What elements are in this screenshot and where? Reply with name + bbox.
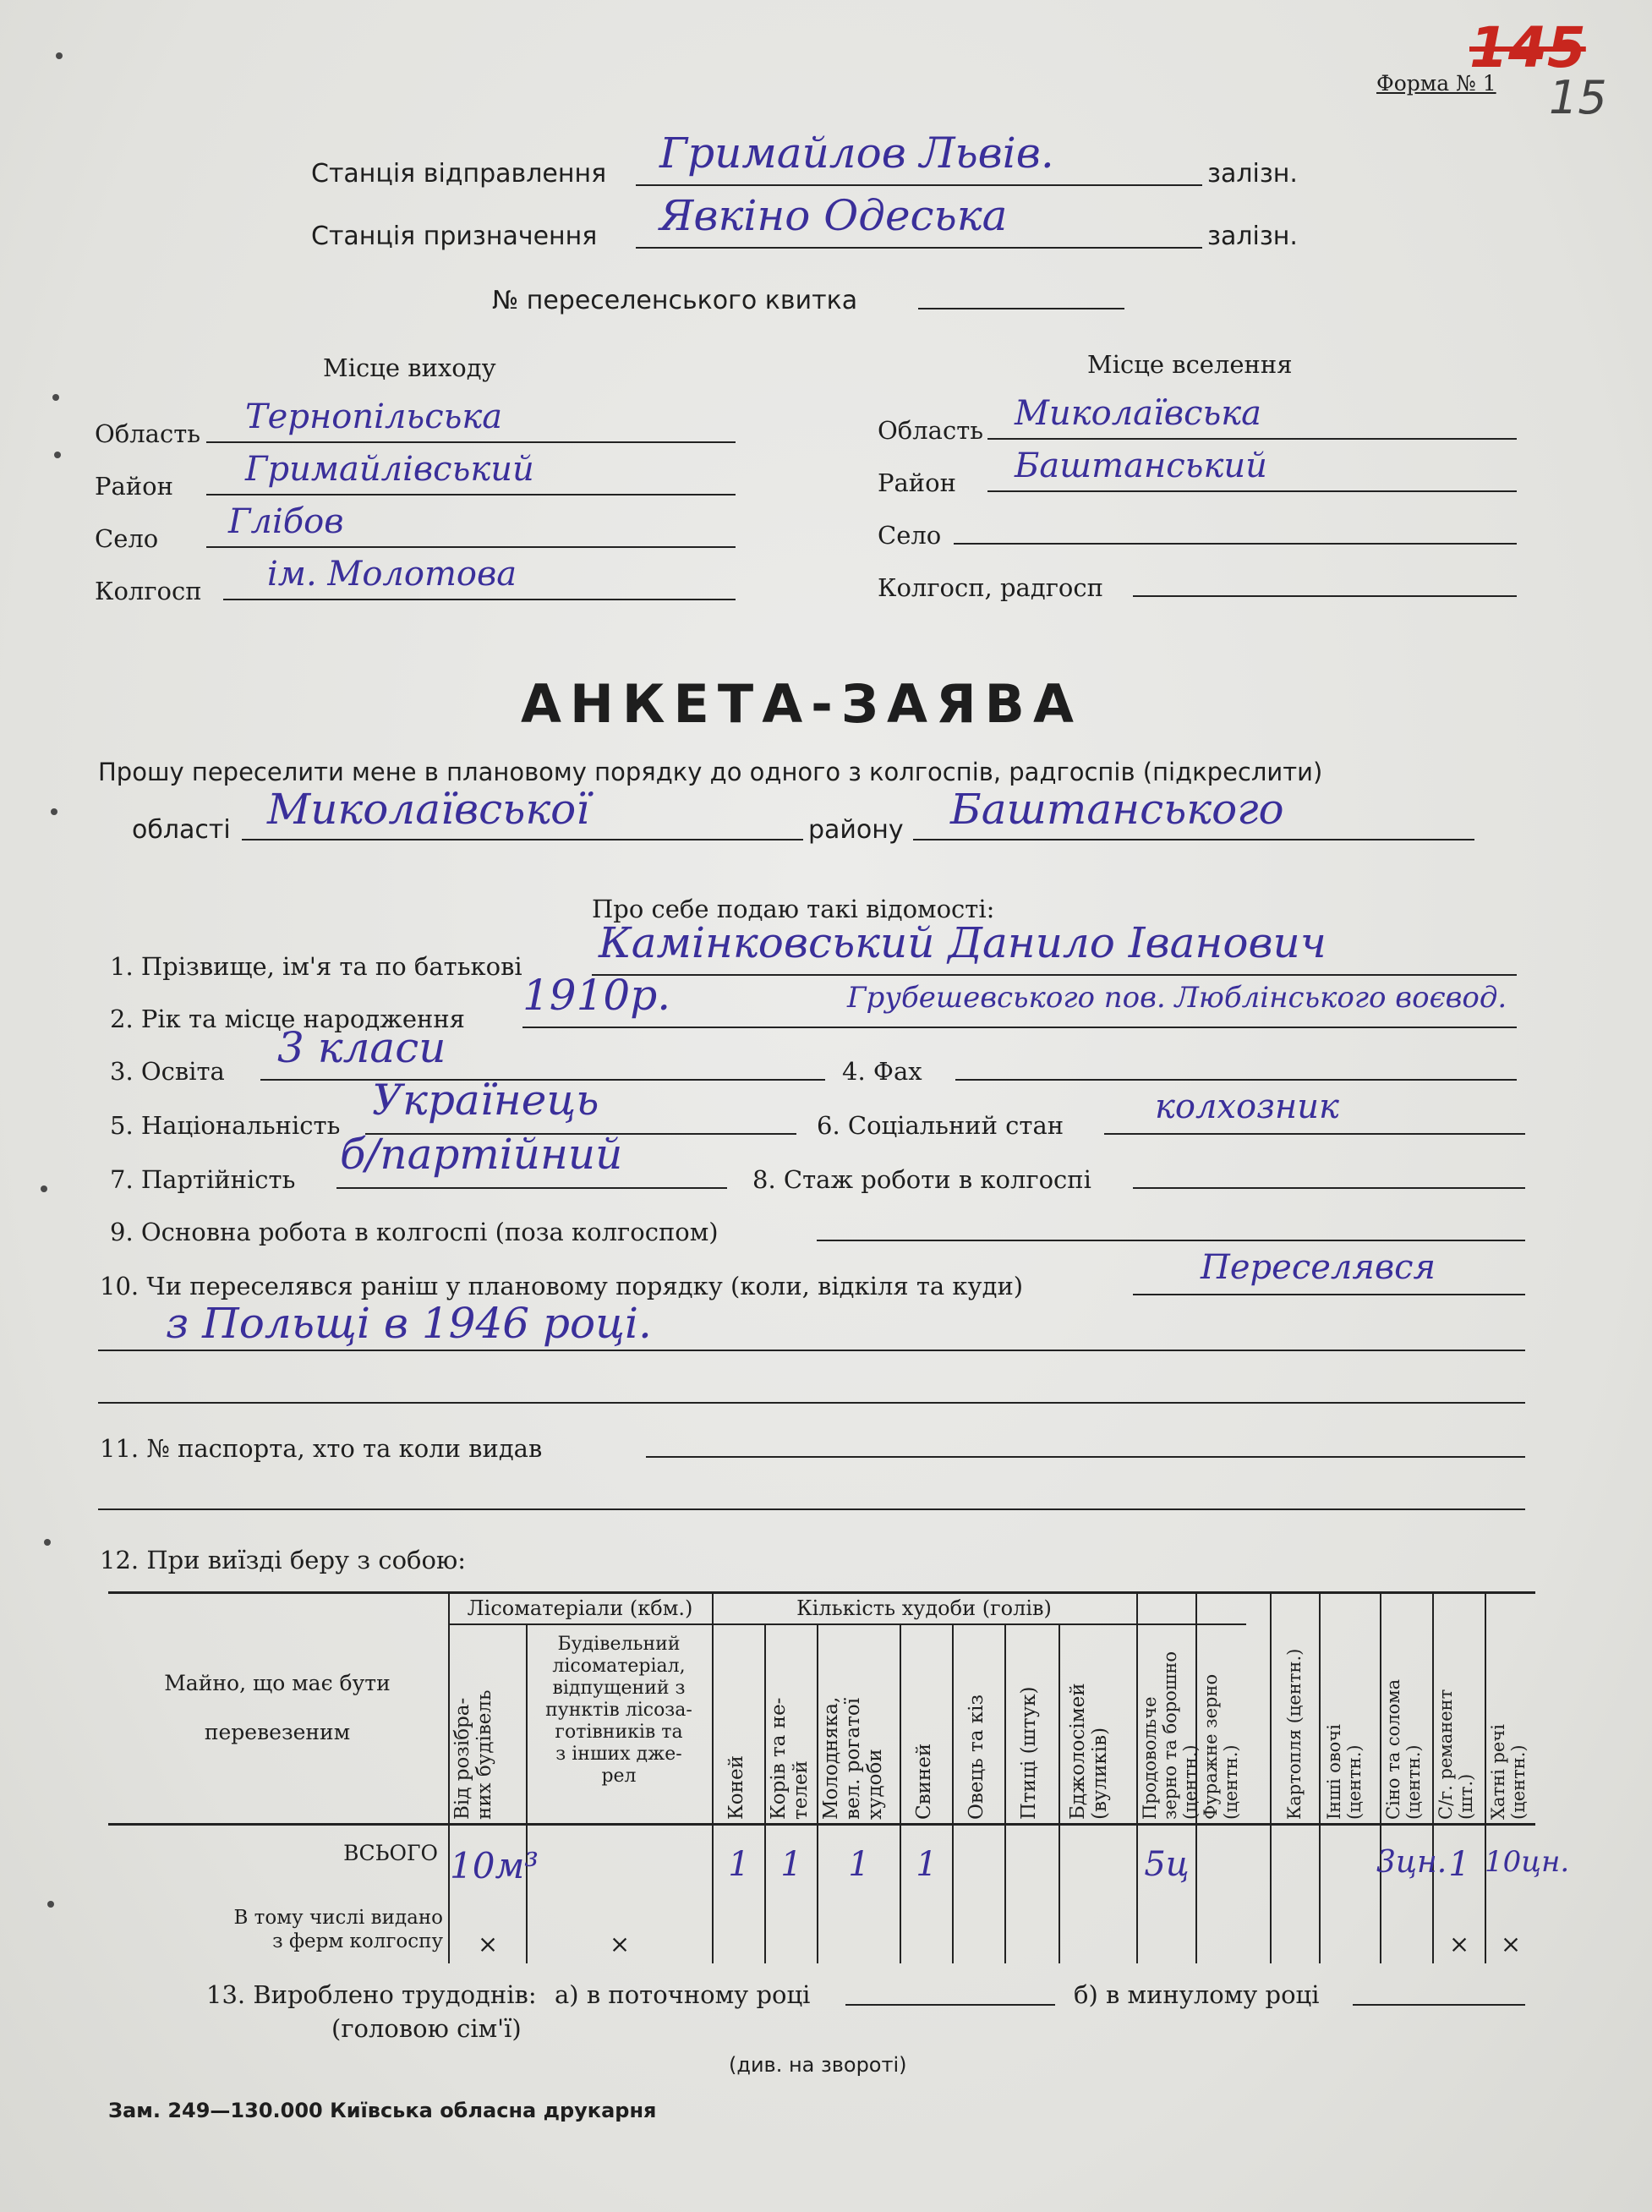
dest-heading: Місце вселення <box>1087 350 1293 379</box>
total-dismantled: 10м³ <box>450 1845 539 1886</box>
origin-raion-value: Гримайлівський <box>245 450 534 489</box>
col-building-material: Будівельний лісоматеріал, відпущений з пунктів лісоза- готівників та з інших дже- рел <box>545 1634 692 1787</box>
field-5-label: 5. Національність <box>110 1111 341 1140</box>
total-household: 10цн. <box>1485 1845 1570 1879</box>
col-hay: Сіно та солома (центн.) <box>1383 1678 1424 1820</box>
col-feed: Фуражне зерно (центн.) <box>1201 1673 1241 1820</box>
field-7-label: 7. Партійність <box>110 1165 296 1194</box>
col-potato: Картопля (центн.) <box>1284 1648 1305 1820</box>
dest-kolhosp-line <box>1133 595 1517 597</box>
field-9-label: 9. Основна робота в колгоспі (поза колгоспом) <box>110 1218 719 1246</box>
punch-hole <box>41 1185 47 1192</box>
col-sep <box>1058 1623 1060 1963</box>
field-2-place: Грубешевського пов. Люблінського воєвод. <box>847 981 1507 1015</box>
workdays-previous-line <box>1353 2004 1525 2006</box>
col-sep <box>1319 1591 1321 1963</box>
field-10-label: 10. Чи переселявся раніш у плановому порядку (коли, відкіля та куди) <box>100 1272 1024 1300</box>
origin-oblast-value: Тернопільська <box>245 397 503 436</box>
field-2-year: 1910р. <box>522 971 671 1020</box>
field-11-line <box>646 1456 1525 1458</box>
request-oblast-label: області <box>132 815 231 845</box>
col-pigs: Свиней <box>913 1743 935 1820</box>
field-7-value: б/партійний <box>340 1130 623 1179</box>
field-9-line <box>817 1240 1525 1241</box>
col-sep <box>712 1591 714 1963</box>
destination-line <box>636 247 1202 249</box>
property-header: Майно, що має бути перевезеним <box>164 1671 391 1744</box>
table-group-rule <box>448 1623 1246 1625</box>
dest-oblast-label: Область <box>878 416 984 445</box>
field-3-value: 3 класи <box>277 1023 446 1072</box>
see-back-note: (див. на звороті) <box>729 2053 907 2077</box>
col-sep <box>1270 1591 1272 1963</box>
col-sep <box>1004 1623 1006 1963</box>
origin-kolhosp-value: ім. Молотова <box>267 555 517 594</box>
col-sep <box>1136 1591 1138 1963</box>
dest-village-label: Село <box>878 521 942 550</box>
col-veg: Інші овочі (центн.) <box>1324 1724 1365 1820</box>
col-sep <box>1432 1591 1434 1963</box>
origin-kolhosp-label: Колгосп <box>95 577 202 605</box>
origin-raion-label: Район <box>95 472 173 501</box>
field-4-line <box>955 1079 1517 1081</box>
luggage-table <box>108 1591 1570 1963</box>
dest-kolhosp-label: Колгосп, радгосп <box>878 573 1103 602</box>
field-3-label: 3. Освіта <box>110 1057 225 1086</box>
table-top-rule <box>108 1591 1535 1594</box>
punch-hole <box>52 394 59 401</box>
table-header-rule <box>108 1823 1535 1826</box>
row-issued-label: В тому числі видано з ферм колгоспу <box>233 1907 443 1952</box>
field-4-label: 4. Фах <box>842 1057 922 1086</box>
departure-value: Гримайлов Львів. <box>659 129 1054 178</box>
origin-kolhosp-line <box>223 599 736 600</box>
field-11-line-2 <box>98 1508 1525 1510</box>
field-8-line <box>1133 1187 1525 1189</box>
intro-text: Про себе подаю такі відомості: <box>592 895 995 923</box>
field-1-value: Камінковський Данило Іванович <box>599 918 1327 967</box>
field-7-line <box>336 1187 727 1189</box>
destination-value: Явкіно Одеська <box>659 191 1008 240</box>
departure-suffix: залізн. <box>1207 159 1298 189</box>
dest-oblast-value: Миколаївська <box>1015 394 1261 433</box>
origin-village-label: Село <box>95 524 159 553</box>
field-10-value-1: Переселявся <box>1201 1248 1436 1287</box>
field-12-label: 12. При виїзді беру з собою: <box>100 1546 466 1574</box>
workdays-current-label: а) в поточному році <box>555 1980 811 2009</box>
form-number: Форма № 1 <box>1376 71 1496 96</box>
dest-raion-label: Район <box>878 468 956 497</box>
col-sep <box>817 1623 818 1963</box>
col-grain: Продовольче зерно та борошно (центн.) <box>1140 1651 1201 1820</box>
form-title: АНКЕТА-ЗАЯВА <box>521 673 1082 735</box>
field-10-line-3 <box>98 1402 1525 1404</box>
col-sep <box>952 1623 954 1963</box>
field-2-label: 2. Рік та місце народження <box>110 1005 465 1033</box>
col-sep <box>900 1623 901 1963</box>
col-sep <box>1485 1591 1486 1963</box>
workdays-current-line <box>845 2004 1055 2006</box>
total-hay: 3цн. <box>1376 1845 1447 1880</box>
pencil-sheet-number: 15 <box>1549 71 1607 124</box>
field-10-line <box>1133 1294 1525 1295</box>
destination-label: Станція призначення <box>311 222 598 251</box>
punch-hole <box>54 452 61 458</box>
field-6-line <box>1104 1133 1525 1135</box>
ticket-line <box>918 308 1124 309</box>
field-10-line-2 <box>98 1350 1525 1351</box>
field-11-label: 11. № паспорта, хто та коли видав <box>100 1434 543 1463</box>
origin-raion-line <box>206 494 736 496</box>
origin-heading: Місце виходу <box>323 353 496 382</box>
col-dismantled: Від розібра- них будівель <box>451 1689 495 1820</box>
request-raion-label: району <box>808 815 904 845</box>
request-oblast-value: Миколаївської <box>267 785 590 834</box>
dest-raion-line <box>987 490 1517 492</box>
col-poultry: Птиці (штук) <box>1018 1686 1040 1820</box>
workdays-label: 13. Вироблено трудоднів: <box>206 1980 537 2009</box>
punch-hole <box>47 1901 54 1908</box>
field-1-label: 1. Прізвище, ім'я та по батькові <box>110 952 522 981</box>
dest-raion-value: Баштанський <box>1015 446 1267 485</box>
col-sep <box>764 1623 766 1963</box>
origin-oblast-line <box>206 441 736 443</box>
field-5-value: Українець <box>372 1076 599 1125</box>
total-cows: 1 <box>780 1845 802 1884</box>
col-sep <box>1380 1591 1381 1963</box>
total-young: 1 <box>848 1845 870 1884</box>
col-young: Молодняка, вел. рогатої худоби <box>820 1696 886 1820</box>
request-text: Прошу переселити мене в плановому порядку до одного з колгоспів, радгоспів (підкреслити) <box>98 758 1323 786</box>
origin-village-line <box>206 546 736 548</box>
destination-suffix: залізн. <box>1207 222 1298 251</box>
dest-village-line <box>954 543 1517 545</box>
timber-group-header: Лісоматеріали (кбм.) <box>467 1596 693 1620</box>
origin-village-value: Глібов <box>228 502 344 541</box>
archive-sheet-number: 145 <box>1469 15 1586 80</box>
dest-oblast-line <box>987 438 1517 440</box>
livestock-group-header: Кількість худоби (голів) <box>796 1596 1052 1620</box>
total-pigs: 1 <box>916 1845 938 1884</box>
total-inventory: 1 <box>1448 1845 1470 1884</box>
col-inventory: С/г. реманент (шт.) <box>1436 1689 1476 1820</box>
cross-mark: × <box>609 1930 631 1958</box>
field-6-label: 6. Соціальний стан <box>817 1111 1064 1140</box>
workdays-previous-label: б) в минулому році <box>1074 1980 1320 2009</box>
punch-hole <box>44 1539 51 1546</box>
field-6-value: колхозник <box>1155 1087 1339 1126</box>
punch-hole <box>56 52 63 59</box>
workdays-label-2: (головою сім'ї) <box>331 2014 522 2043</box>
total-horses: 1 <box>728 1845 750 1884</box>
col-cows: Корів та не- телей <box>768 1697 812 1820</box>
total-grain: 5ц <box>1144 1845 1190 1884</box>
field-1-line <box>592 974 1517 976</box>
ticket-label: № переселенського квитка <box>492 286 858 315</box>
request-raion-value: Баштанського <box>950 785 1284 834</box>
printer-imprint: Зам. 249—130.000 Київська обласна друкарня <box>108 2099 657 2122</box>
cross-mark: × <box>477 1930 499 1958</box>
col-household: Хатні речі (центн.) <box>1488 1724 1529 1820</box>
origin-oblast-label: Область <box>95 419 201 448</box>
punch-hole <box>51 808 57 815</box>
cross-mark: × <box>1500 1930 1522 1958</box>
departure-line <box>636 184 1202 186</box>
request-raion-line <box>913 839 1474 840</box>
col-horses: Коней <box>725 1755 747 1820</box>
cross-mark: × <box>1448 1930 1470 1958</box>
field-10-value-2: з Польщі в 1946 році. <box>166 1299 652 1348</box>
col-bees: Бджолосімей (вуликів) <box>1067 1683 1111 1820</box>
col-sep <box>448 1591 450 1963</box>
request-oblast-line <box>242 839 803 840</box>
field-2-line <box>522 1027 1517 1028</box>
field-8-label: 8. Стаж роботи в колгоспі <box>752 1165 1091 1194</box>
col-sheep: Овець та кіз <box>965 1694 987 1820</box>
row-total-label: ВСЬОГО <box>343 1841 438 1865</box>
departure-label: Станція відправлення <box>311 159 607 189</box>
